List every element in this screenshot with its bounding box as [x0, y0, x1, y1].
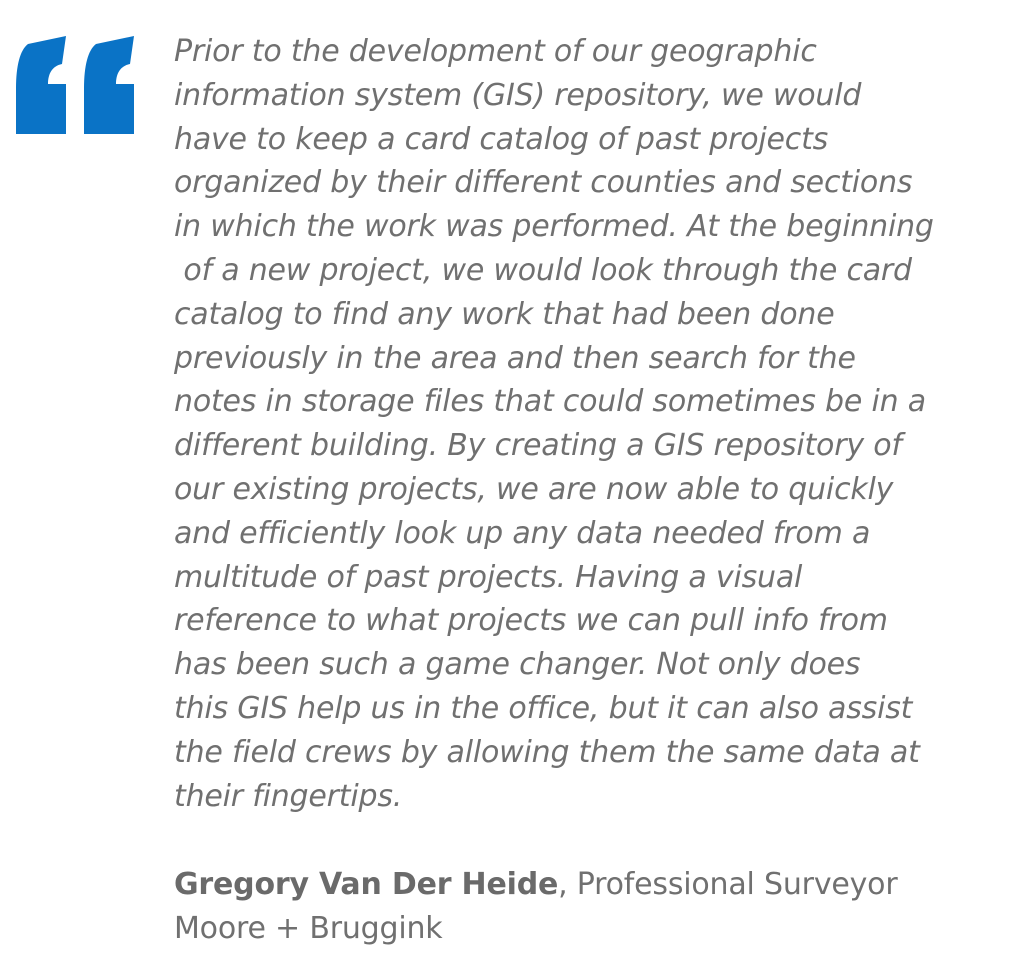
quote-line: the field crews by allowing them the same data at	[174, 734, 920, 770]
quote-line: multitude of past projects. Having a visual	[174, 559, 803, 595]
quote-line: information system (GIS) repository, we would	[174, 77, 862, 113]
quote-line: their fingertips.	[174, 778, 403, 814]
author-company: Moore + Bruggink	[174, 911, 443, 946]
quote-line: catalog to find any work that had been done	[174, 296, 835, 332]
quote-line: Prior to the development of our geographic	[174, 34, 817, 69]
quote-line: have to keep a card catalog of past projects	[174, 121, 829, 157]
open-quote-icon	[14, 36, 138, 136]
quote-line: in which the work was performed. At the beginning	[174, 209, 934, 245]
author-title: , Professional Surveyor	[558, 867, 898, 902]
quote-line: our existing projects, we are now able to quickly	[174, 471, 894, 507]
quote-line: reference to what projects we can pull info from	[174, 603, 888, 639]
quote-line: and efficiently look up any data needed from a	[174, 515, 871, 551]
quote-line: this GIS help us in the office, but it can also assist	[174, 690, 913, 726]
quote-attribution	[174, 863, 897, 951]
quote-line: previously in the area and then search for the	[174, 340, 856, 376]
quote-line: notes in storage files that could sometimes be in a	[174, 384, 926, 420]
quote-line: has been such a game changer. Not only does	[174, 647, 861, 683]
quote-line: organized by their different counties and sections	[174, 165, 913, 201]
author-line	[174, 863, 897, 907]
quote-line: different building. By creating a GIS repository of	[174, 428, 902, 464]
testimonial-quote	[174, 30, 934, 818]
quote-line: of a new project, we would look through the card	[174, 252, 912, 288]
author-name: Gregory Van Der Heide	[174, 867, 559, 902]
